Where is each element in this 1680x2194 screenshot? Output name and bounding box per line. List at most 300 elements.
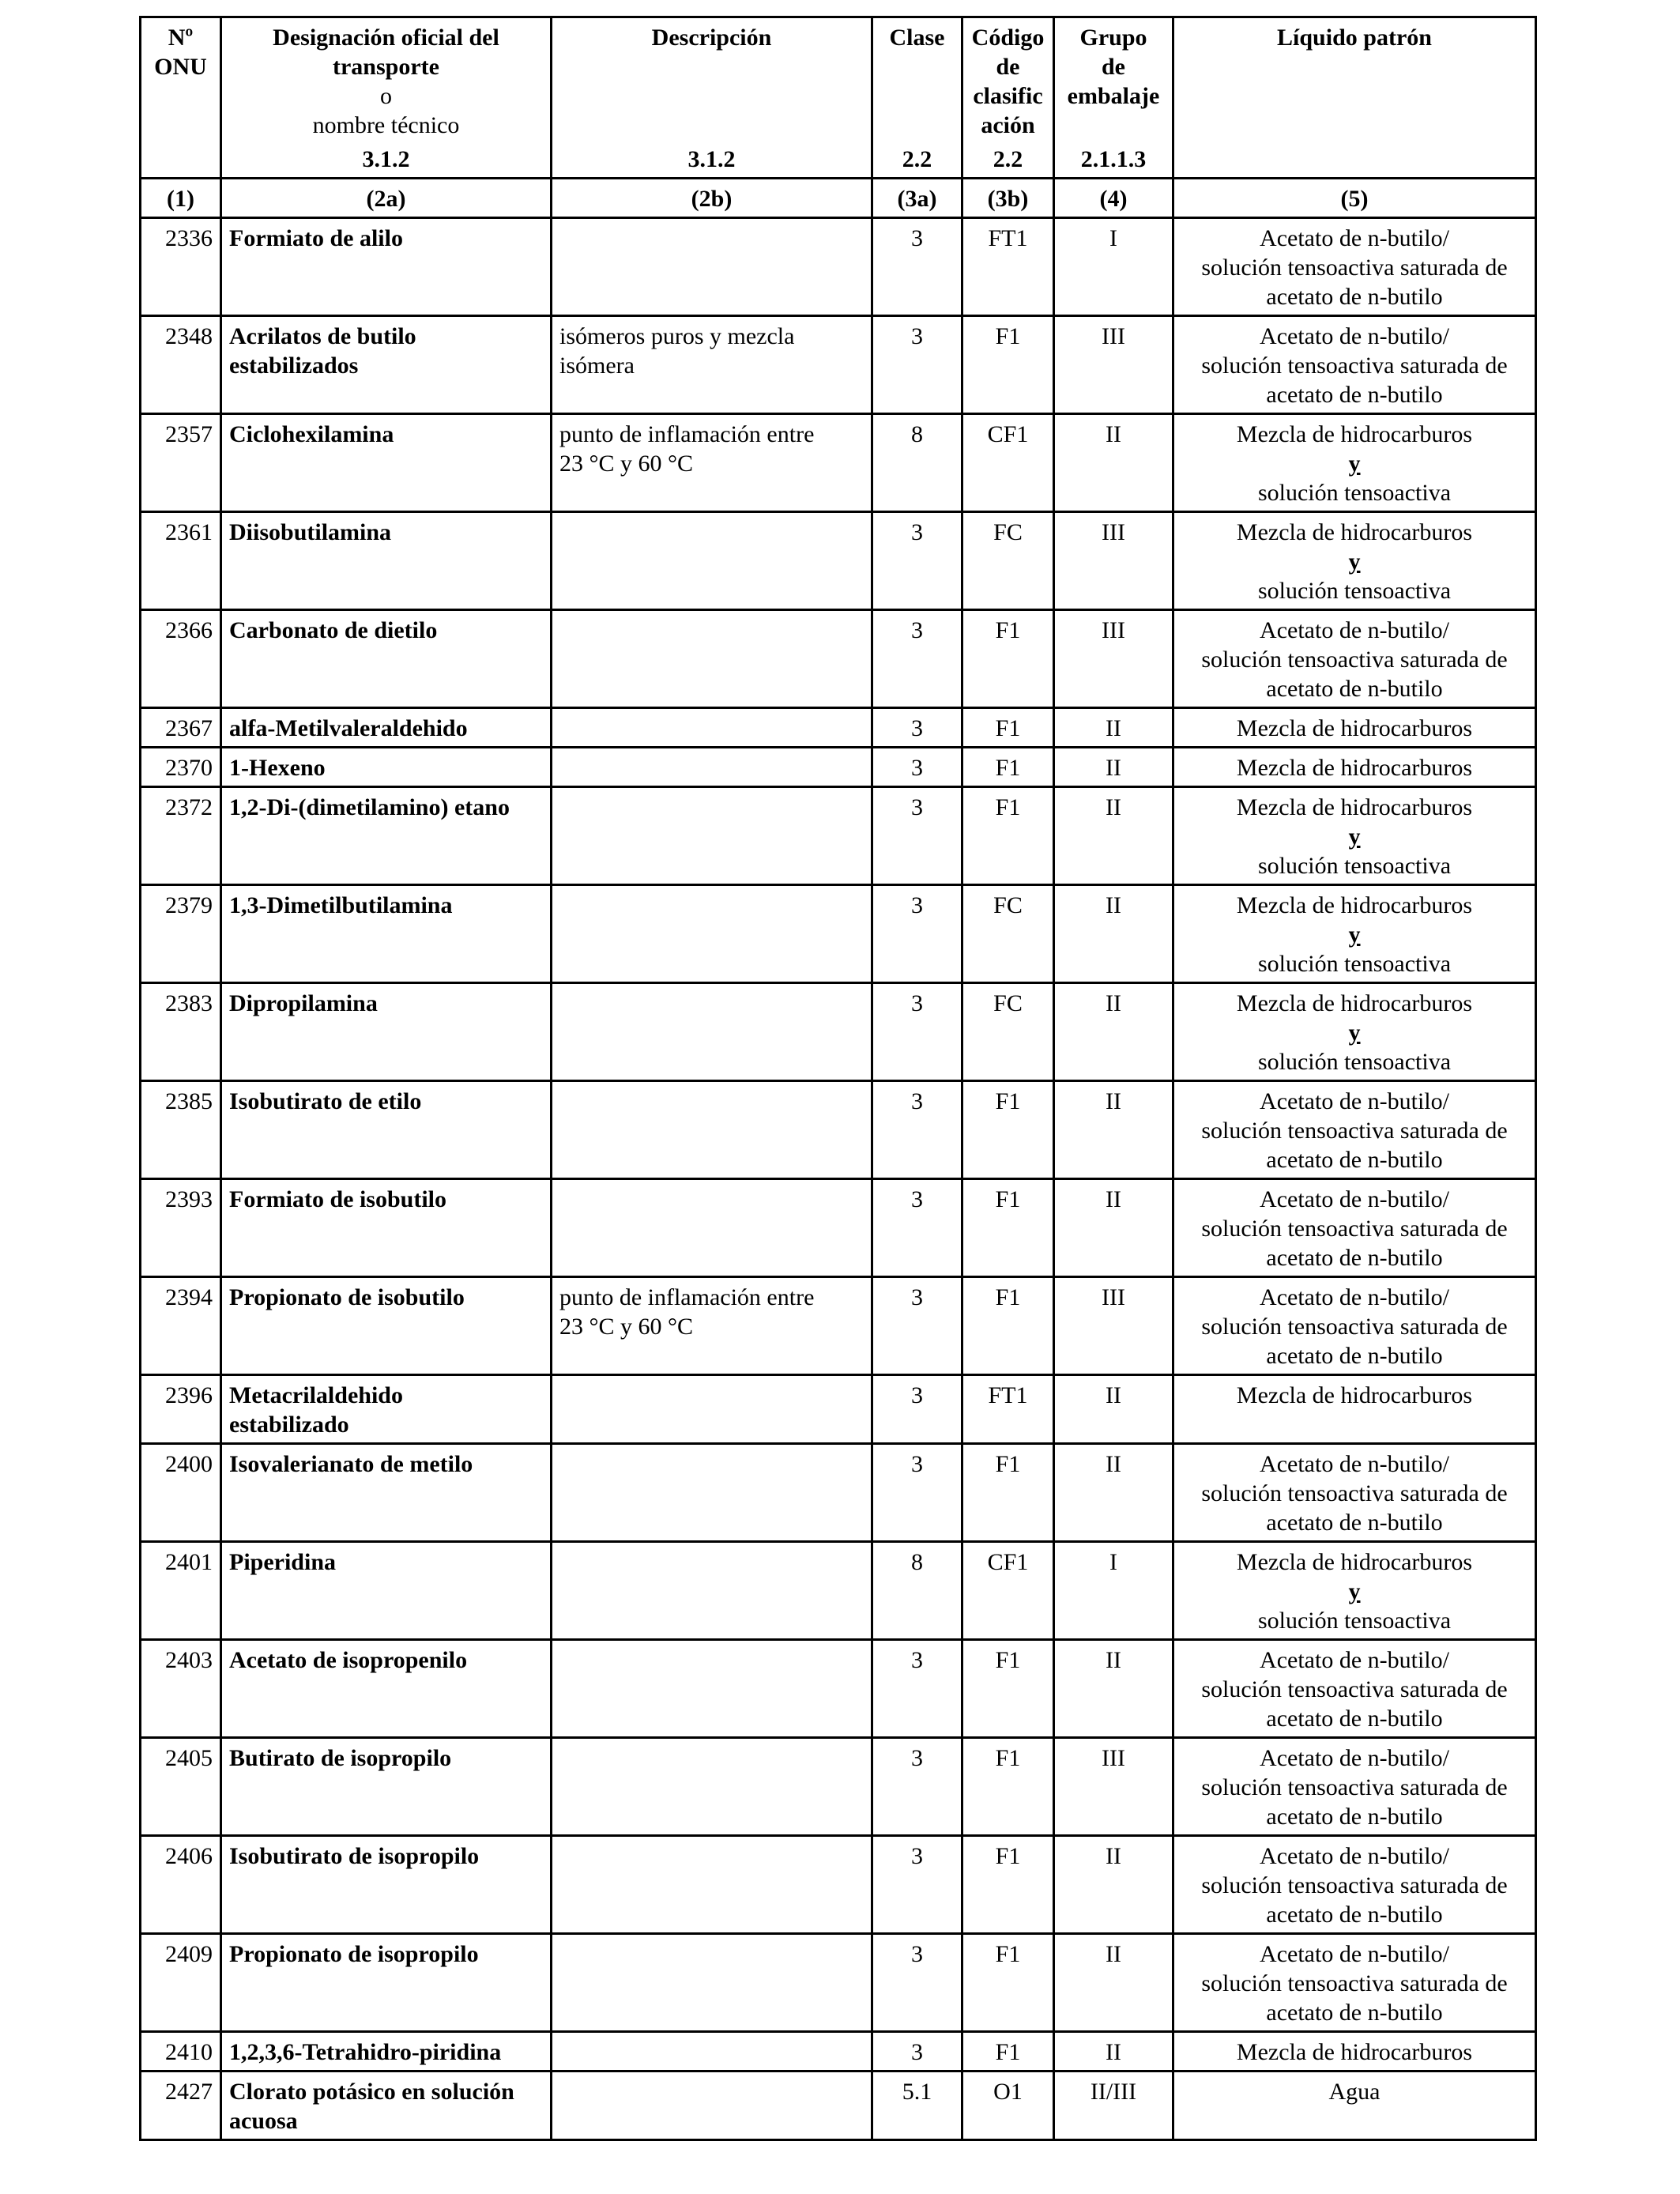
header-reference: 2.2 [993,146,1023,172]
table-row [141,218,1536,316]
description [552,983,872,1081]
onu-number: 2427 [141,2071,221,2140]
packing-group: II [1054,708,1173,748]
header-cell [141,17,221,179]
packing-group: II [1054,1179,1173,1277]
onu-number: 2367 [141,708,221,748]
header-cell [962,17,1054,179]
table-row [141,1081,1536,1179]
packing-group: II [1054,1375,1173,1444]
name-line: Formiato de alilo [229,225,403,251]
official-name [221,1081,552,1179]
class-value: 3 [872,885,962,983]
header-cell [1054,17,1173,179]
classification-code: FC [962,885,1054,983]
liquid-line: solución tensoactiva saturada de [1201,1872,1508,1898]
liquid-line: acetato de n-butilo [1266,1804,1443,1830]
onu-number: 2336 [141,218,221,316]
description [552,610,872,708]
name-line: Carbonato de dietilo [229,617,438,643]
description [552,1934,872,2032]
packing-group: III [1054,512,1173,610]
classification-code: F1 [962,748,1054,787]
description-line: 23 °C y 60 °C [559,450,694,477]
description [552,787,872,885]
name-line: 1,2,3,6-Tetrahidro-piridina [229,2039,502,2065]
liquid-line: Acetato de n-butilo/ [1260,1941,1449,1967]
header-cell [1173,17,1536,179]
packing-group: II [1054,1444,1173,1542]
column-number: (5) [1173,179,1536,218]
column-number: (2a) [221,179,552,218]
name-line: 1,2-Di-(dimetilamino) etano [229,794,510,820]
classification-code: F1 [962,1277,1054,1375]
standard-liquid [1173,1542,1536,1640]
header-title-line: transporte [333,54,439,80]
packing-group: III [1054,316,1173,414]
header-title [149,23,213,145]
liquid-line: Mezcla de hidrocarburos [1236,892,1473,918]
header-title-line: ación [981,112,1035,138]
conjunction-y: y [1348,1020,1361,1046]
liquid-line: acetato de n-butilo [1266,1147,1443,1173]
official-name [221,1836,552,1934]
classification-code: F1 [962,1444,1054,1542]
liquid-line: solución tensoactiva [1257,853,1452,879]
liquid-line: solución tensoactiva saturada de [1201,1118,1508,1144]
class-value: 5.1 [872,2071,962,2140]
class-value: 3 [872,708,962,748]
packing-group: II [1054,787,1173,885]
liquid-line: Acetato de n-butilo/ [1260,1284,1449,1310]
packing-group: III [1054,1277,1173,1375]
onu-number: 2366 [141,610,221,708]
onu-number: 2409 [141,1934,221,2032]
liquid-line: acetato de n-butilo [1266,1902,1443,1928]
description [552,1836,872,1934]
name-line: Formiato de isobutilo [229,1186,446,1212]
packing-group: II/III [1054,2071,1173,2140]
packing-group: II [1054,1836,1173,1934]
class-value: 3 [872,316,962,414]
name-line: Butirato de isopropilo [229,1745,452,1771]
liquid-line: acetato de n-butilo [1266,1706,1443,1732]
liquid-line: solución tensoactiva [1257,578,1452,604]
table-row [141,983,1536,1081]
liquid-line: solución tensoactiva saturada de [1201,1774,1508,1800]
standard-liquid [1173,748,1536,787]
onu-number: 2396 [141,1375,221,1444]
standard-liquid [1173,1375,1536,1444]
liquid-line: acetato de n-butilo [1266,1343,1443,1369]
table-row [141,1934,1536,2032]
onu-number: 2357 [141,414,221,512]
class-value: 3 [872,1081,962,1179]
table-row [141,1179,1536,1277]
header-title-line: de [1102,54,1125,80]
name-line: Isovalerianato de metilo [229,1451,473,1477]
header-title-line: o [380,83,392,109]
official-name [221,1934,552,2032]
onu-number: 2401 [141,1542,221,1640]
liquid-line: Mezcla de hidrocarburos [1236,715,1473,741]
standard-liquid [1173,1640,1536,1738]
classification-code: FC [962,983,1054,1081]
header-title-line: Nº [168,25,194,51]
column-number-row [141,179,1536,218]
class-value: 3 [872,1179,962,1277]
official-name [221,1375,552,1444]
liquid-line: solución tensoactiva [1257,951,1452,977]
packing-group: III [1054,1738,1173,1836]
table-row [141,885,1536,983]
header-title [880,23,954,145]
standard-liquid [1173,2071,1536,2140]
official-name [221,610,552,708]
official-name [221,1277,552,1375]
onu-number: 2348 [141,316,221,414]
class-value: 3 [872,1444,962,1542]
classification-code: F1 [962,1640,1054,1738]
classification-code: O1 [962,2071,1054,2140]
onu-number: 2372 [141,787,221,885]
table-row [141,1640,1536,1738]
standard-liquid [1173,512,1536,610]
liquid-line: Acetato de n-butilo/ [1260,617,1449,643]
name-line: acuosa [229,2108,298,2134]
onu-number: 2400 [141,1444,221,1542]
header-title-line: Código [971,25,1045,51]
liquid-line: solución tensoactiva [1257,480,1452,506]
classification-code: CF1 [962,1542,1054,1640]
table-row [141,708,1536,748]
liquid-line: solución tensoactiva saturada de [1201,1970,1508,1996]
packing-group: II [1054,1081,1173,1179]
description [552,1738,872,1836]
official-name [221,708,552,748]
name-line: Metacrilaldehido [229,1382,403,1408]
liquid-line: Acetato de n-butilo/ [1260,1745,1449,1771]
description [552,1081,872,1179]
classification-code: F1 [962,2032,1054,2071]
standard-liquid [1173,1836,1536,1934]
liquid-line: Mezcla de hidrocarburos [1236,794,1473,820]
name-line: estabilizado [229,1412,349,1438]
onu-number: 2406 [141,1836,221,1934]
class-value: 3 [872,512,962,610]
table-row [141,787,1536,885]
liquid-line: solución tensoactiva saturada de [1201,1314,1508,1340]
description-line: isómera [559,352,635,379]
liquid-line: solución tensoactiva saturada de [1201,647,1508,673]
name-line: Diisobutilamina [229,519,392,545]
name-line: alfa-Metilvaleraldehido [229,715,468,741]
table-row [141,316,1536,414]
liquid-line: Acetato de n-butilo/ [1260,1451,1449,1477]
description [552,414,872,512]
name-line: Isobutirato de etilo [229,1088,422,1114]
description [552,708,872,748]
header-title-line: embalaje [1067,83,1160,109]
header-reference [1181,145,1527,174]
class-value: 3 [872,1836,962,1934]
header-title [970,23,1045,145]
classification-code: FT1 [962,1375,1054,1444]
official-name [221,2032,552,2071]
description [552,885,872,983]
classification-code: F1 [962,1934,1054,2032]
class-value: 3 [872,983,962,1081]
header-cell [552,17,872,179]
standard-liquid [1173,787,1536,885]
header-reference: 3.1.2 [362,146,410,172]
classification-code: F1 [962,708,1054,748]
liquid-line: Agua [1328,2079,1381,2105]
conjunction-y: y [1348,1578,1361,1604]
name-line: Piperidina [229,1549,337,1575]
liquid-line: Mezcla de hidrocarburos [1236,755,1473,781]
onu-number: 2403 [141,1640,221,1738]
packing-group: II [1054,2032,1173,2071]
class-value: 3 [872,1277,962,1375]
name-line: Acetato de isopropenilo [229,1647,468,1673]
liquid-line: solución tensoactiva [1257,1049,1452,1075]
class-value: 3 [872,1640,962,1738]
header-title-line: Líquido patrón [1277,25,1432,51]
description [552,1375,872,1444]
official-name [221,1179,552,1277]
liquid-line: Mezcla de hidrocarburos [1236,1549,1473,1575]
standard-liquid [1173,1277,1536,1375]
liquid-line: Mezcla de hidrocarburos [1236,1382,1473,1408]
conjunction-y: y [1348,450,1361,477]
onu-number: 2410 [141,2032,221,2071]
name-line: Propionato de isopropilo [229,1941,479,1967]
liquid-line: solución tensoactiva saturada de [1201,1480,1508,1506]
standard-liquid [1173,885,1536,983]
standard-liquid [1173,1179,1536,1277]
header-title-line: Descripción [651,25,772,51]
header-title-line: ONU [154,54,207,80]
class-value: 3 [872,787,962,885]
description [552,512,872,610]
standard-liquid [1173,1738,1536,1836]
header-title-line: de [996,54,1020,80]
header-title [1181,23,1527,145]
description-line: 23 °C y 60 °C [559,1314,694,1340]
description-line: punto de inflamación entre [559,1284,815,1310]
classification-code: F1 [962,316,1054,414]
name-line: estabilizados [229,352,359,379]
name-line: Ciclohexilamina [229,421,394,447]
liquid-line: solución tensoactiva saturada de [1201,254,1508,281]
liquid-line: acetato de n-butilo [1266,2000,1443,2026]
header-cell [221,17,552,179]
table-row [141,414,1536,512]
official-name [221,316,552,414]
table-row [141,2032,1536,2071]
official-name [221,1738,552,1836]
description [552,1640,872,1738]
liquid-line: Acetato de n-butilo/ [1260,323,1449,349]
official-name [221,748,552,787]
standard-liquid [1173,610,1536,708]
name-line: Clorato potásico en solución [229,2079,514,2105]
table-body [141,218,1536,2140]
packing-group: II [1054,748,1173,787]
description [552,1179,872,1277]
onu-number: 2383 [141,983,221,1081]
official-name [221,787,552,885]
substances-table [139,16,1537,2141]
classification-code: F1 [962,610,1054,708]
standard-liquid [1173,2032,1536,2071]
conjunction-y: y [1348,824,1361,850]
standard-liquid [1173,1934,1536,2032]
classification-code: F1 [962,1738,1054,1836]
header-title-line: Designación oficial del [273,25,499,51]
conjunction-y: y [1348,922,1361,948]
classification-code: FC [962,512,1054,610]
onu-number: 2393 [141,1179,221,1277]
liquid-line: Mezcla de hidrocarburos [1236,990,1473,1016]
description [552,1542,872,1640]
liquid-line: Mezcla de hidrocarburos [1236,2039,1473,2065]
liquid-line: Acetato de n-butilo/ [1260,1088,1449,1114]
class-value: 8 [872,1542,962,1640]
header-title-line: Grupo [1079,25,1147,51]
table-row [141,748,1536,787]
classification-code: FT1 [962,218,1054,316]
onu-number: 2361 [141,512,221,610]
standard-liquid [1173,983,1536,1081]
liquid-line: acetato de n-butilo [1266,382,1443,408]
header-reference: 2.2 [902,146,932,172]
description [552,2032,872,2071]
description [552,1277,872,1375]
standard-liquid [1173,1081,1536,1179]
standard-liquid [1173,218,1536,316]
class-value: 3 [872,1934,962,2032]
column-number: (4) [1054,179,1173,218]
packing-group: II [1054,414,1173,512]
name-line: 1,3-Dimetilbutilamina [229,892,453,918]
liquid-line: solución tensoactiva saturada de [1201,1676,1508,1702]
packing-group: II [1054,885,1173,983]
official-name [221,512,552,610]
liquid-line: acetato de n-butilo [1266,1510,1443,1536]
packing-group: II [1054,983,1173,1081]
liquid-line: acetato de n-butilo [1266,284,1443,310]
header-title-line: nombre técnico [312,112,460,138]
official-name [221,414,552,512]
header-title [229,23,543,145]
official-name [221,2071,552,2140]
column-number: (2b) [552,179,872,218]
liquid-line: solución tensoactiva saturada de [1201,352,1508,379]
packing-group: III [1054,610,1173,708]
table-row [141,1277,1536,1375]
description [552,748,872,787]
description [552,218,872,316]
table-row [141,610,1536,708]
packing-group: II [1054,1934,1173,2032]
official-name [221,1640,552,1738]
class-value: 3 [872,610,962,708]
liquid-line: Acetato de n-butilo/ [1260,1843,1449,1869]
table-row [141,1444,1536,1542]
name-line: Acrilatos de butilo [229,323,416,349]
official-name [221,885,552,983]
column-number: (3b) [962,179,1054,218]
onu-number: 2370 [141,748,221,787]
packing-group: I [1054,218,1173,316]
table-row [141,1738,1536,1836]
packing-group: II [1054,1640,1173,1738]
conjunction-y: y [1348,548,1361,575]
standard-liquid [1173,708,1536,748]
classification-code: F1 [962,1179,1054,1277]
column-number: (3a) [872,179,962,218]
name-line: Isobutirato de isopropilo [229,1843,480,1869]
description [552,1444,872,1542]
classification-code: F1 [962,787,1054,885]
official-name [221,218,552,316]
classification-code: CF1 [962,414,1054,512]
header-title-line: Clase [889,25,945,51]
header-reference: 2.1.1.3 [1080,146,1147,172]
classification-code: F1 [962,1836,1054,1934]
class-value: 3 [872,1375,962,1444]
classification-code: F1 [962,1081,1054,1179]
header-row [141,17,1536,179]
table-row [141,1836,1536,1934]
liquid-line: solución tensoactiva [1257,1608,1452,1634]
table-row [141,1375,1536,1444]
packing-group: I [1054,1542,1173,1640]
name-line: Propionato de isobutilo [229,1284,465,1310]
onu-number: 2405 [141,1738,221,1836]
description-line: punto de inflamación entre [559,421,815,447]
liquid-line: Mezcla de hidrocarburos [1236,421,1473,447]
header-title [1062,23,1165,145]
table-row [141,1542,1536,1640]
liquid-line: Acetato de n-butilo/ [1260,225,1449,251]
liquid-line: solución tensoactiva saturada de [1201,1216,1508,1242]
official-name [221,983,552,1081]
name-line: Dipropilamina [229,990,378,1016]
header-reference [149,145,213,174]
official-name [221,1444,552,1542]
standard-liquid [1173,316,1536,414]
header-title [559,23,864,145]
class-value: 3 [872,1738,962,1836]
description-line: isómeros puros y mezcla [559,323,795,349]
header-title-line: clasific [973,83,1043,109]
class-value: 3 [872,2032,962,2071]
official-name [221,1542,552,1640]
onu-number: 2379 [141,885,221,983]
class-value: 3 [872,218,962,316]
table-row [141,2071,1536,2140]
name-line: 1-Hexeno [229,755,326,781]
liquid-line: acetato de n-butilo [1266,676,1443,702]
header-cell [872,17,962,179]
standard-liquid [1173,1444,1536,1542]
class-value: 3 [872,748,962,787]
liquid-line: acetato de n-butilo [1266,1245,1443,1271]
onu-number: 2385 [141,1081,221,1179]
